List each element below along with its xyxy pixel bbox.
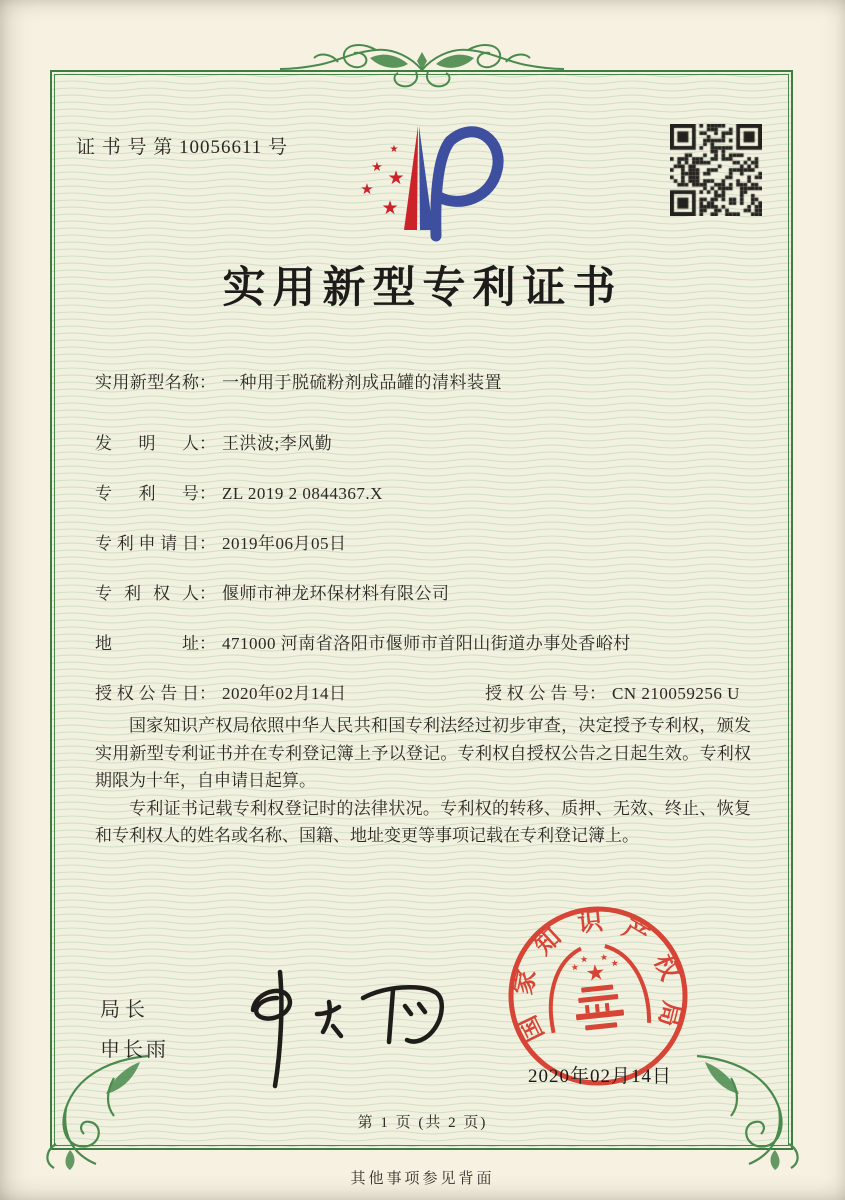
- field-value: 王洪波;李风勤: [222, 434, 333, 453]
- svg-text:权: 权: [648, 950, 684, 985]
- body-paragraph: 专利证书记载专利权登记时的法律状况。专利权的转移、质押、无效、终止、恢复和专利权人的姓名或名称、国籍、地址变更等事项记载在专利登记簿上。: [95, 798, 751, 845]
- field-value: 2020年02月14日: [222, 684, 347, 703]
- logo-p-curve: [436, 132, 498, 236]
- logo-stars: [360, 144, 404, 219]
- seal-date: 2020年02月14日: [527, 1066, 672, 1087]
- commissioner-name: 申长雨: [100, 1039, 169, 1061]
- svg-text:局: 局: [653, 998, 686, 1030]
- field-colon: ：: [589, 684, 606, 703]
- svg-text:识: 识: [576, 908, 605, 938]
- field-value: 偃师市神龙环保材料有限公司: [222, 584, 450, 603]
- field-label: 专利号: [95, 484, 199, 503]
- field-grant-number: [485, 679, 740, 704]
- field-label: 地址: [95, 634, 199, 653]
- certificate-number: 证 书 号 第 10056611 号: [76, 137, 289, 158]
- field-row-patent-number: [95, 479, 755, 504]
- field-colon: ：: [199, 684, 216, 703]
- commissioner-title: 局长: [100, 999, 150, 1021]
- field-label: 授权公告日: [95, 684, 199, 703]
- field-colon: ：: [199, 534, 216, 553]
- field-row-grant: [95, 679, 755, 704]
- signature: [225, 958, 455, 1093]
- svg-text:家: 家: [510, 967, 542, 998]
- legal-text: [95, 712, 751, 850]
- field-value: 471000 河南省洛阳市偃师市首阳山街道办事处香峪村: [222, 634, 631, 653]
- svg-text:产: 产: [617, 914, 654, 951]
- field-row-name: [95, 368, 755, 393]
- svg-text:★: ★: [381, 197, 399, 219]
- national-emblem: [544, 942, 650, 1034]
- field-colon: ：: [199, 484, 216, 503]
- field-value: ZL 2019 2 0844367.X: [222, 484, 383, 503]
- svg-text:★: ★: [599, 952, 609, 964]
- field-colon: ：: [199, 434, 216, 453]
- svg-text:国: 国: [514, 1011, 550, 1046]
- svg-text:★: ★: [584, 960, 607, 988]
- field-row-inventor: [95, 429, 755, 454]
- field-colon: ：: [199, 634, 216, 653]
- field-value: CN 210059256 U: [612, 684, 740, 703]
- back-note: 其他事项参见背面: [350, 1171, 495, 1187]
- svg-text:★: ★: [389, 144, 399, 155]
- page-number: 第 1 页 (共 2 页): [357, 1115, 488, 1131]
- logo-spike-red: [404, 126, 418, 230]
- svg-text:★: ★: [579, 954, 589, 966]
- svg-text:★: ★: [610, 958, 620, 970]
- field-label: 授权公告号: [485, 684, 589, 703]
- field-value: 一种用于脱硫粉剂成品罐的清料装置: [222, 373, 502, 392]
- field-label: 专利权人: [95, 584, 199, 603]
- field-colon: ：: [199, 584, 216, 603]
- svg-text:★: ★: [570, 962, 580, 974]
- svg-text:★: ★: [360, 180, 374, 198]
- field-colon: ：: [199, 373, 216, 392]
- svg-text:★: ★: [387, 167, 405, 189]
- field-value: 2019年06月05日: [222, 534, 347, 553]
- top-scroll-ornament: [280, 40, 564, 96]
- field-label: 实用新型名称: [95, 373, 199, 392]
- qr-code: [670, 124, 762, 216]
- field-row-address: [95, 629, 755, 654]
- cnipa-logo: [338, 126, 510, 242]
- field-label: 专利申请日: [95, 534, 199, 553]
- field-row-filing-date: [95, 529, 755, 554]
- body-paragraph: 国家知识产权局依照中华人民共和国专利法经过初步审查，决定授予专利权，颁发实用新型专利证书并在专利登记簿上予以登记。专利权自授权公告之日起生效。专利权期限为十年，自申请日起算。: [95, 716, 751, 790]
- certificate-title: 实用新型专利证书: [222, 265, 623, 312]
- svg-text:★: ★: [371, 160, 383, 175]
- field-row-patentee: [95, 579, 755, 604]
- field-label: 发明人: [95, 434, 199, 453]
- svg-text:知: 知: [529, 923, 567, 961]
